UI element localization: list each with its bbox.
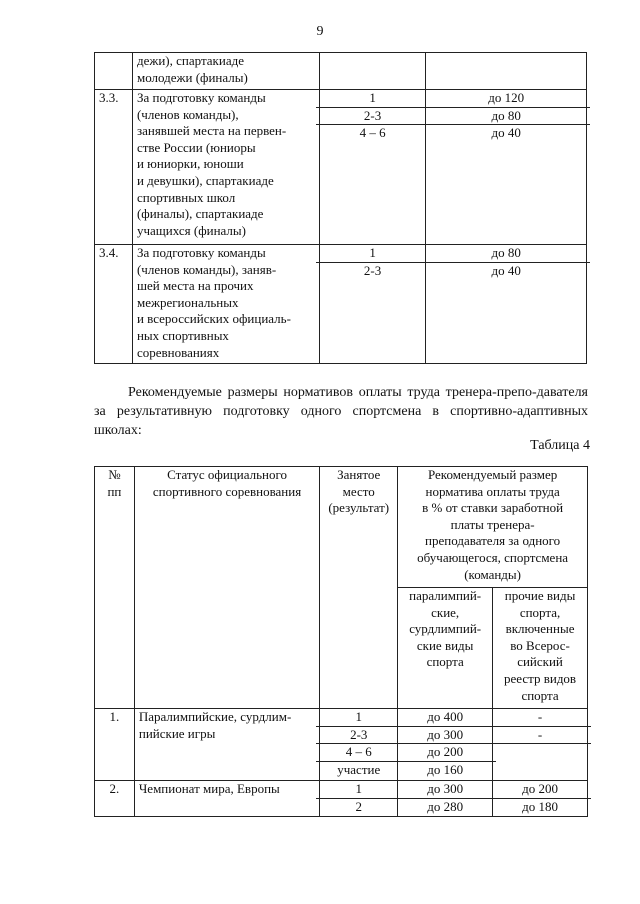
norm-value: до 400 xyxy=(427,709,464,724)
place-value: 1 xyxy=(369,245,376,260)
place-cell xyxy=(319,53,426,90)
place-cell xyxy=(320,781,398,817)
value-cell xyxy=(426,90,587,245)
norm-value: до 40 xyxy=(422,262,590,280)
header-other-sports: прочие виды спорта, включенные во Всерос- сийский реестр видов спорта xyxy=(493,588,588,709)
norm-value: до 80 xyxy=(422,107,590,125)
norm-value: до 200 xyxy=(522,781,558,796)
table-4 xyxy=(94,466,588,817)
place-value: участие xyxy=(316,761,401,779)
row-text: За подготовку команды (членов команды), заняв- шей места на прочих межрегиональных и всероссийских официаль- ных спортивных соревнованиях xyxy=(132,245,319,364)
norm-value: до 160 xyxy=(394,761,496,779)
place-value: 2-3 xyxy=(316,726,401,744)
table-row xyxy=(95,90,587,245)
row-number: 3.4. xyxy=(95,245,133,364)
norm-value: до 40 xyxy=(422,124,590,142)
paralympic-cell xyxy=(398,781,493,817)
place-cell xyxy=(319,245,426,364)
norm-value: - xyxy=(489,709,591,727)
place-value: 4 – 6 xyxy=(316,743,401,761)
place-value: 2-3 xyxy=(316,107,430,125)
table-row xyxy=(95,781,588,817)
table-row xyxy=(95,245,587,364)
intro-paragraph: Рекомендуемые размеры нормативов оплаты труда тренера-препо-давателя за результативную подготовку одного спортсмена в спортивно-адаптивных школах: xyxy=(94,385,588,438)
norm-value: до 80 xyxy=(491,245,521,260)
table-row xyxy=(95,53,587,90)
row-number: 3.3. xyxy=(95,90,133,245)
norm-value: до 280 xyxy=(394,798,496,816)
table-row xyxy=(95,709,588,781)
value-cell xyxy=(426,245,587,364)
row-status: Чемпионат мира, Европы xyxy=(134,781,319,817)
other-cell xyxy=(493,709,588,781)
header-size: Рекомендуемый размер норматива оплаты труда в % от ставки заработной платы тренера- преподавателя за одного обучающегося, спортсмена (команды) xyxy=(398,467,588,588)
norm-value: до 180 xyxy=(489,798,591,816)
header-num: № пп xyxy=(95,467,135,709)
norm-value: до 300 xyxy=(427,781,464,796)
row-text: За подготовку команды (членов команды), занявшей места на первен- стве России (юниоры и юниорки, юноши и девушки), спартакиаде спортивных школ (финалы), спартакиаде учащихся (финалы) xyxy=(132,90,319,245)
top-table xyxy=(94,52,587,364)
place-value: 4 – 6 xyxy=(316,124,430,142)
header-place: Занятое место (результат) xyxy=(320,467,398,709)
header-paralympic: паралимпий- ские, сурдлимпий- ские виды спорта xyxy=(398,588,493,709)
table-header-row xyxy=(95,467,588,588)
norm-value: до 120 xyxy=(488,90,525,105)
place-cell xyxy=(319,90,426,245)
header-status: Статус официального спортивного соревнования xyxy=(134,467,319,709)
place-value: 2 xyxy=(316,798,401,816)
row-status: Паралимпийские, сурдлим- пийские игры xyxy=(134,709,319,781)
norm-value: - xyxy=(489,727,591,745)
value-cell xyxy=(426,53,587,90)
row-number: 1. xyxy=(95,709,135,781)
norm-value: до 300 xyxy=(394,726,496,744)
row-number: 2. xyxy=(95,781,135,817)
place-value: 1 xyxy=(355,709,362,724)
paralympic-cell xyxy=(398,709,493,781)
row-text: дежи), спартакиаде молодежи (финалы) xyxy=(132,53,319,90)
place-value: 2-3 xyxy=(316,262,430,280)
place-value: 1 xyxy=(355,781,362,796)
page-number: 9 xyxy=(316,24,324,39)
row-number xyxy=(95,53,133,90)
place-value: 1 xyxy=(369,90,376,105)
norm-value: до 200 xyxy=(394,743,496,761)
table-label: Таблица 4 xyxy=(530,438,590,453)
other-cell xyxy=(493,781,588,817)
place-cell xyxy=(320,709,398,781)
